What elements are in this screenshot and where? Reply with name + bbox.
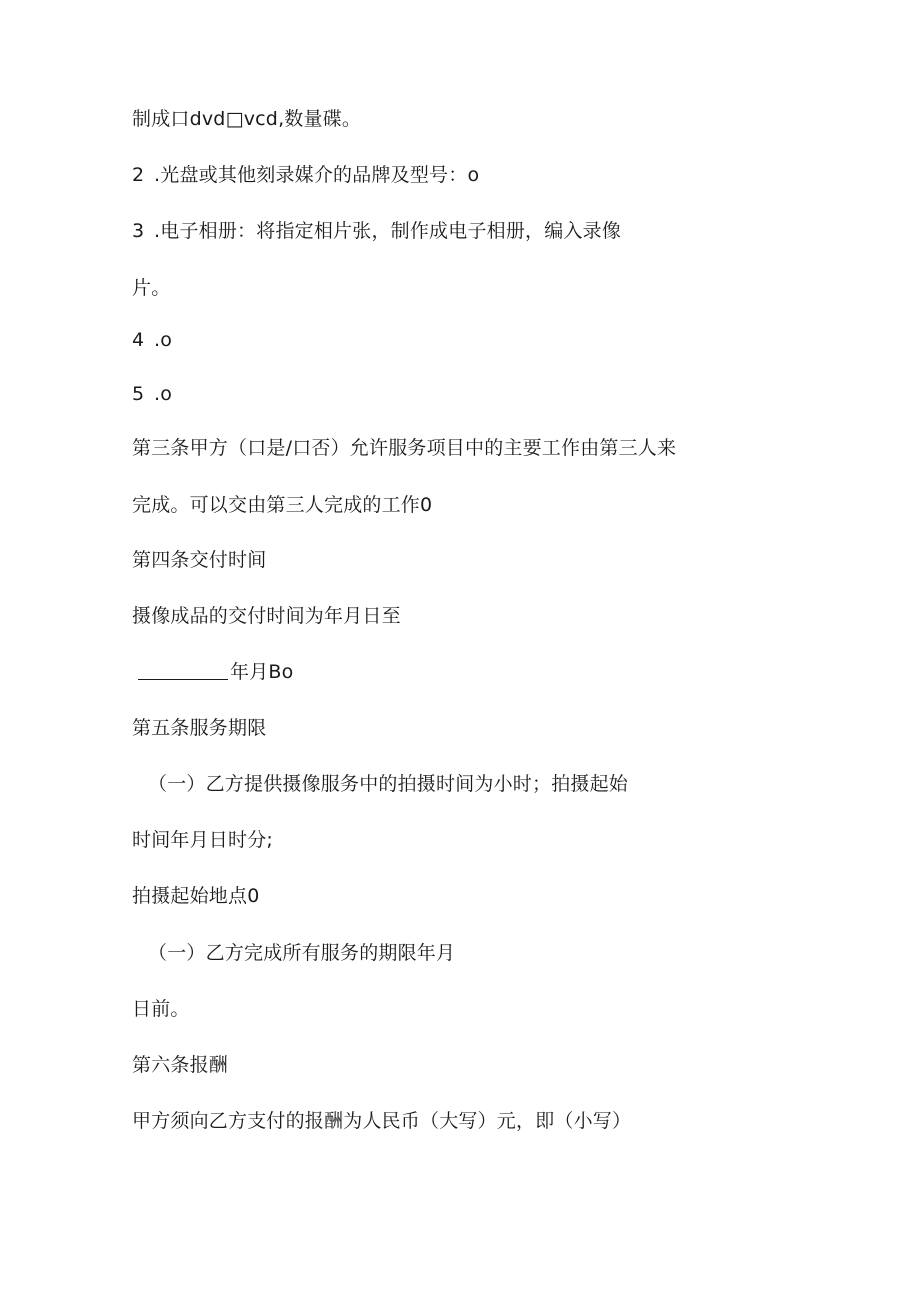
text-line — [132, 603, 401, 629]
line-text: .光盘或其他刻录媒介的品牌及型号：o — [154, 164, 480, 186]
text-line — [138, 659, 293, 685]
line-text: .o — [154, 383, 173, 405]
text-line — [132, 106, 361, 132]
item-number: 5 — [132, 383, 145, 405]
text-line — [132, 275, 170, 301]
article-five-heading — [132, 715, 266, 741]
numbered-item — [132, 327, 172, 353]
line-text: 第五条服务期限 — [132, 717, 267, 739]
text-line — [132, 492, 432, 518]
line-text: 摄像成品的交付时间为年月日至 — [132, 605, 401, 627]
line-text: .o — [154, 329, 173, 351]
text-line — [132, 1108, 631, 1134]
line-text: 第三条甲方（口是/口否）允许服务项目中的主要工作由第三人来 — [132, 437, 677, 459]
line-text: 第四条交付时间 — [132, 549, 267, 571]
article-six-heading — [132, 1052, 228, 1078]
line-text: 时间年月日时分; — [132, 829, 274, 851]
item-number: 2 — [132, 164, 145, 186]
line-text: 甲方须向乙方支付的报酬为人民币（大写）元，即（小写） — [132, 1110, 632, 1132]
line-text: 制成口dvd□vcd,数量碟。 — [132, 108, 362, 130]
clause-item — [148, 940, 455, 966]
line-text: （一）乙方提供摄像服务中的拍摄时间为小时；拍摄起始 — [148, 773, 629, 795]
text-line — [132, 996, 190, 1022]
line-text: 日前。 — [132, 998, 190, 1020]
item-number: 3 — [132, 220, 145, 242]
line-text: 完成。可以交由第三人完成的工作0 — [132, 494, 433, 516]
item-number: 4 — [132, 329, 145, 351]
line-text: （一）乙方完成所有服务的期限年月 — [148, 942, 456, 964]
text-line — [132, 883, 260, 909]
line-text: 片。 — [132, 277, 171, 299]
article-four-heading — [132, 547, 266, 573]
line-text: .电子相册：将指定相片张，制作成电子相册，编入录像 — [154, 220, 622, 242]
clause-item — [148, 771, 628, 797]
line-text: 第六条报酬 — [132, 1054, 229, 1076]
numbered-item — [132, 381, 172, 407]
line-text: 年月Bo — [230, 661, 294, 683]
numbered-item — [132, 218, 621, 244]
blank-underline — [138, 661, 228, 680]
line-text: 拍摄起始地点0 — [132, 885, 260, 907]
numbered-item — [132, 162, 479, 188]
article-three — [132, 435, 676, 461]
text-line — [132, 827, 273, 853]
